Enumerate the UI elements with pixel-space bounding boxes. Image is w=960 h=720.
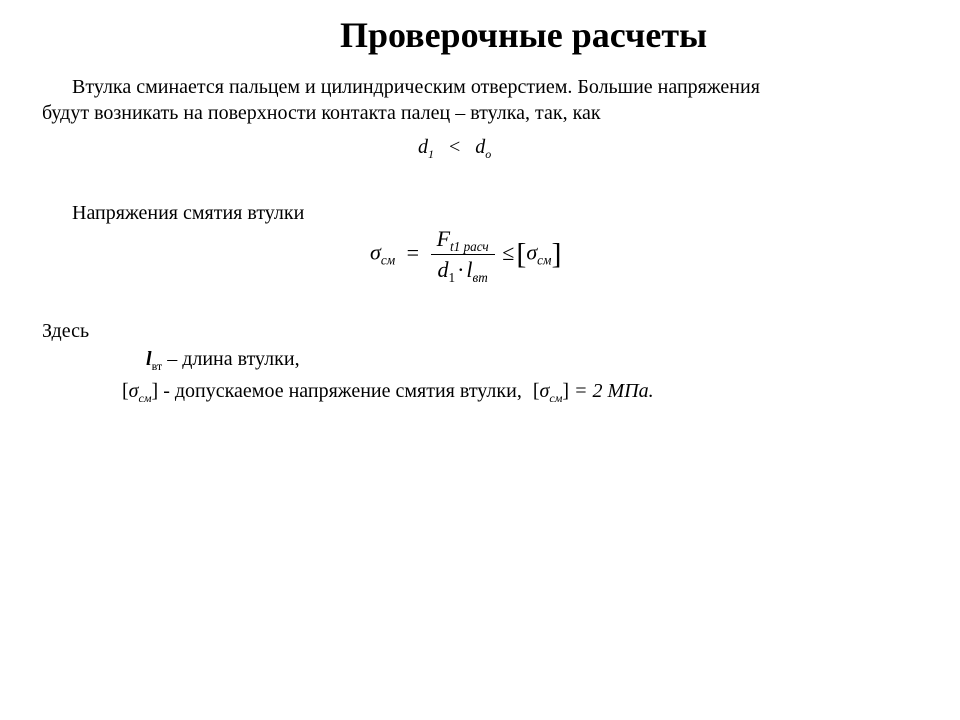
do-sub: o [485,147,492,161]
bracket-close: ] [551,237,562,271]
intro-line-2: будут возникать на поверхности контакта палец – втулка, так, как [42,102,601,124]
l-var: l [146,348,152,370]
allow-sub-def: см [138,391,152,405]
def-length [146,346,300,372]
intro-line-1: Втулка сминается пальцем и цилиндрическим отверстием. Большие напряжения [72,76,760,98]
l-text: – длина втулки, [162,348,300,370]
sigma-sub: см [380,252,396,268]
d1-sub: 1 [428,147,434,161]
value-text: = 2 МПа. [569,380,654,402]
value-sub: см [549,391,563,405]
fraction-numerator [431,226,495,254]
allow-sigma-def: σ [128,380,139,402]
allow-text: - допускаемое напряжение смятия втулки, [158,380,522,402]
den-l-var: l [466,257,473,282]
equals-sign: = [406,239,420,265]
stress-label: Напряжения смятия втулки [72,202,305,224]
allow-bracket-open: [ [122,380,129,402]
fraction-denominator [431,254,495,283]
sigma-symbol: σ [370,239,381,265]
diameter-comparison [418,134,491,160]
l-sub: вт [151,359,163,373]
do-var: d [475,136,486,158]
den-d-var: d [437,257,449,282]
value-sigma: σ [539,380,550,402]
page-title: Проверочные расчеты [340,15,708,55]
def-allowable-stress [122,378,654,404]
fraction [431,226,495,283]
value-bracket-open: [ [532,380,540,402]
den-l-sub: вт [472,270,488,285]
allow-sigma-sub: см [537,252,552,268]
d1-var: d [418,136,428,158]
crush-stress-formula [370,226,561,283]
value-bracket-close: ] [562,380,570,402]
den-d-sub: 1 [448,270,456,285]
allow-sigma: σ [526,239,538,265]
den-dot: · [457,257,465,282]
allow-bracket-close: ] [151,380,159,402]
bracket-open: [ [516,237,527,271]
leq-sign: ≤ [502,239,515,265]
less-than-operator: < [449,136,461,158]
force-sub: t1 расч [450,239,489,254]
here-label: Здесь [42,320,90,342]
force-var: F [436,226,451,251]
